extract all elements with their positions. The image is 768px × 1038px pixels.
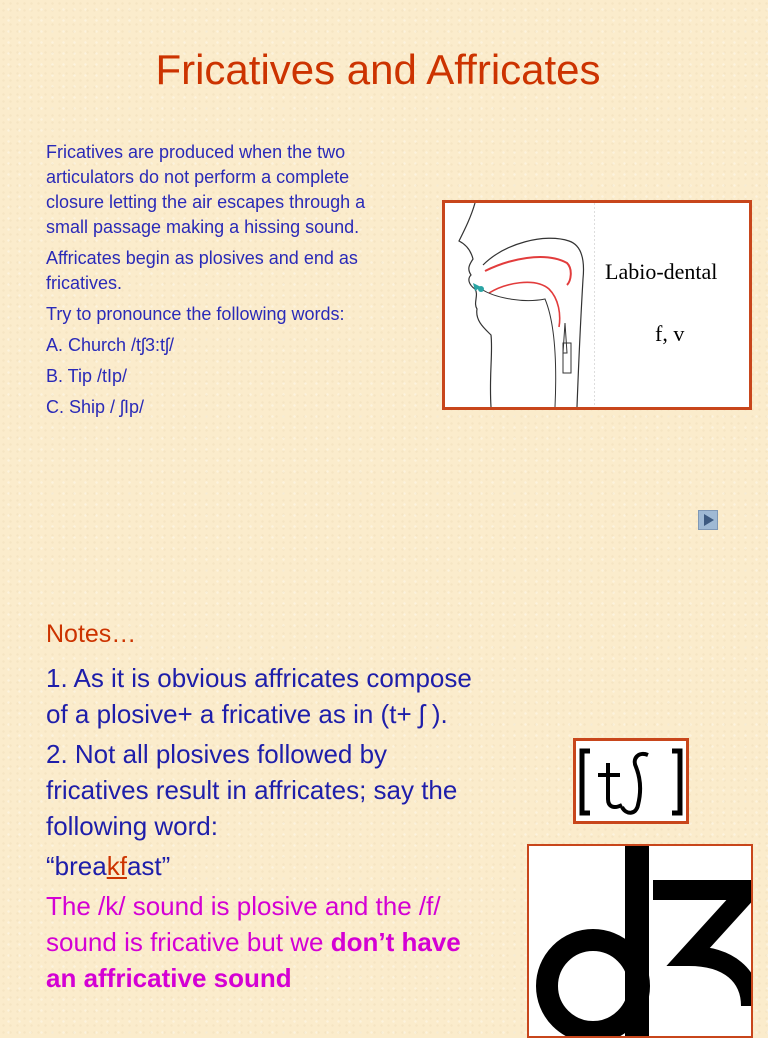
intro-instruction: Try to pronounce the following words: bbox=[46, 304, 345, 324]
notes-heading: Notes… bbox=[46, 620, 137, 648]
diagram-sounds-label: f, v bbox=[655, 321, 685, 346]
word-prefix: “brea bbox=[46, 851, 107, 881]
vocal-tract-drawing bbox=[445, 203, 595, 407]
labio-dental-diagram bbox=[442, 200, 752, 410]
example-tip: B. Tip /tIp/ bbox=[46, 366, 128, 386]
ipa-symbol-ts bbox=[573, 738, 689, 824]
diagram-place-label: Labio-dental bbox=[605, 259, 718, 284]
slide-title: Fricatives and Affricates bbox=[155, 46, 601, 93]
note-2: 2. Not all plosives followed by fricatives result in affricates; say the following word: bbox=[46, 739, 458, 841]
example-ship: C. Ship / ʃIp/ bbox=[46, 397, 145, 417]
note-1: 1. As it is obvious affricates compose of a plosive+ a fricative as in (t+ ʃ ). bbox=[46, 663, 472, 729]
ipa-ts-glyph-icon bbox=[576, 741, 686, 821]
intro-text-block bbox=[46, 140, 396, 426]
intro-fricatives-definition: Fricatives are produced when the two articulators do not perform a complete closure letting the air escapes through a small passage making a hissing sound. bbox=[46, 142, 366, 237]
note-3-part-2: don’t have an affricative sound bbox=[46, 927, 461, 993]
ipa-symbol-dz bbox=[527, 844, 753, 1038]
play-sound-button[interactable] bbox=[698, 510, 718, 530]
play-icon bbox=[699, 511, 717, 529]
note-3-part-1: The /k/ sound is plosive and the /f/ sound is fricative but we bbox=[46, 891, 441, 957]
word-suffix: ast” bbox=[126, 851, 171, 881]
intro-affricates-definition: Affricates begin as plosives and end as fricatives. bbox=[46, 248, 358, 293]
ipa-dz-glyph-icon bbox=[529, 846, 751, 1036]
note-3 bbox=[46, 888, 486, 996]
notes-block bbox=[46, 616, 486, 1000]
word-highlight: kf bbox=[106, 851, 127, 881]
example-word-breakfast bbox=[46, 848, 486, 884]
example-church: A. Church /tʃ3:tʃ/ bbox=[46, 335, 175, 355]
